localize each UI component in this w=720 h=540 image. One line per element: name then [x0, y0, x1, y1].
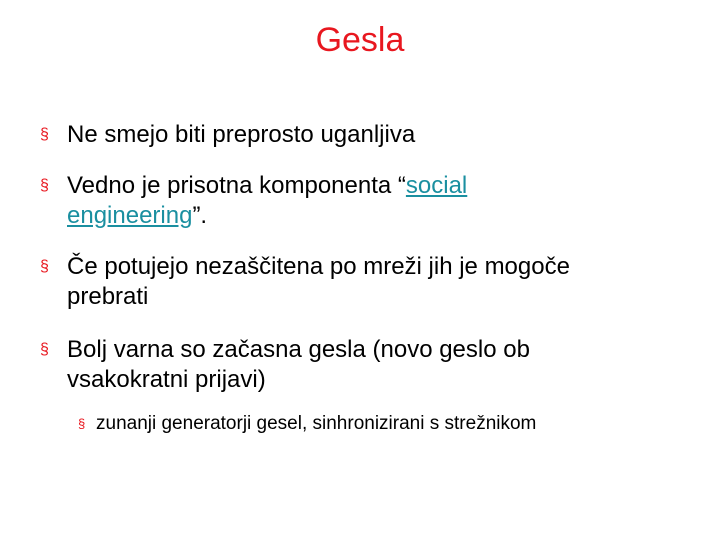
social-engineering-link[interactable]: social [405, 172, 468, 199]
bullet-line: Če potujejo nezaščitena po mreži jih je mogoče [67, 253, 570, 280]
bullet-text [67, 252, 677, 312]
bullet-line [67, 171, 677, 201]
bullet-marker: § [40, 341, 49, 358]
bullet-line: Bolj varna so začasna gesla (novo geslo ob [67, 336, 530, 363]
bullet-line-text: Vedno je prisotna komponenta “ [67, 172, 406, 199]
bullet-line: Ne smejo biti preprosto uganljiva [67, 121, 416, 148]
bullet-marker: § [40, 177, 49, 194]
bullet-line: prebrati [67, 283, 149, 310]
bullet-text [67, 120, 677, 150]
bullet-line: vsakokratni prijavi) [67, 366, 266, 393]
bullet-marker: § [40, 126, 49, 143]
bullet-line-text: ”. [192, 202, 208, 229]
bullet-text [67, 335, 677, 395]
bullet-text [67, 171, 677, 231]
sub-bullet-text: zunanji generatorji gesel, sinhronizirani s strežnikom [96, 413, 537, 434]
bullet-marker: § [40, 258, 49, 275]
sub-bullet-marker: § [78, 416, 86, 431]
social-engineering-link[interactable]: engineering [67, 202, 193, 229]
bullet-line [67, 201, 677, 231]
slide-title: Gesla [315, 21, 405, 59]
